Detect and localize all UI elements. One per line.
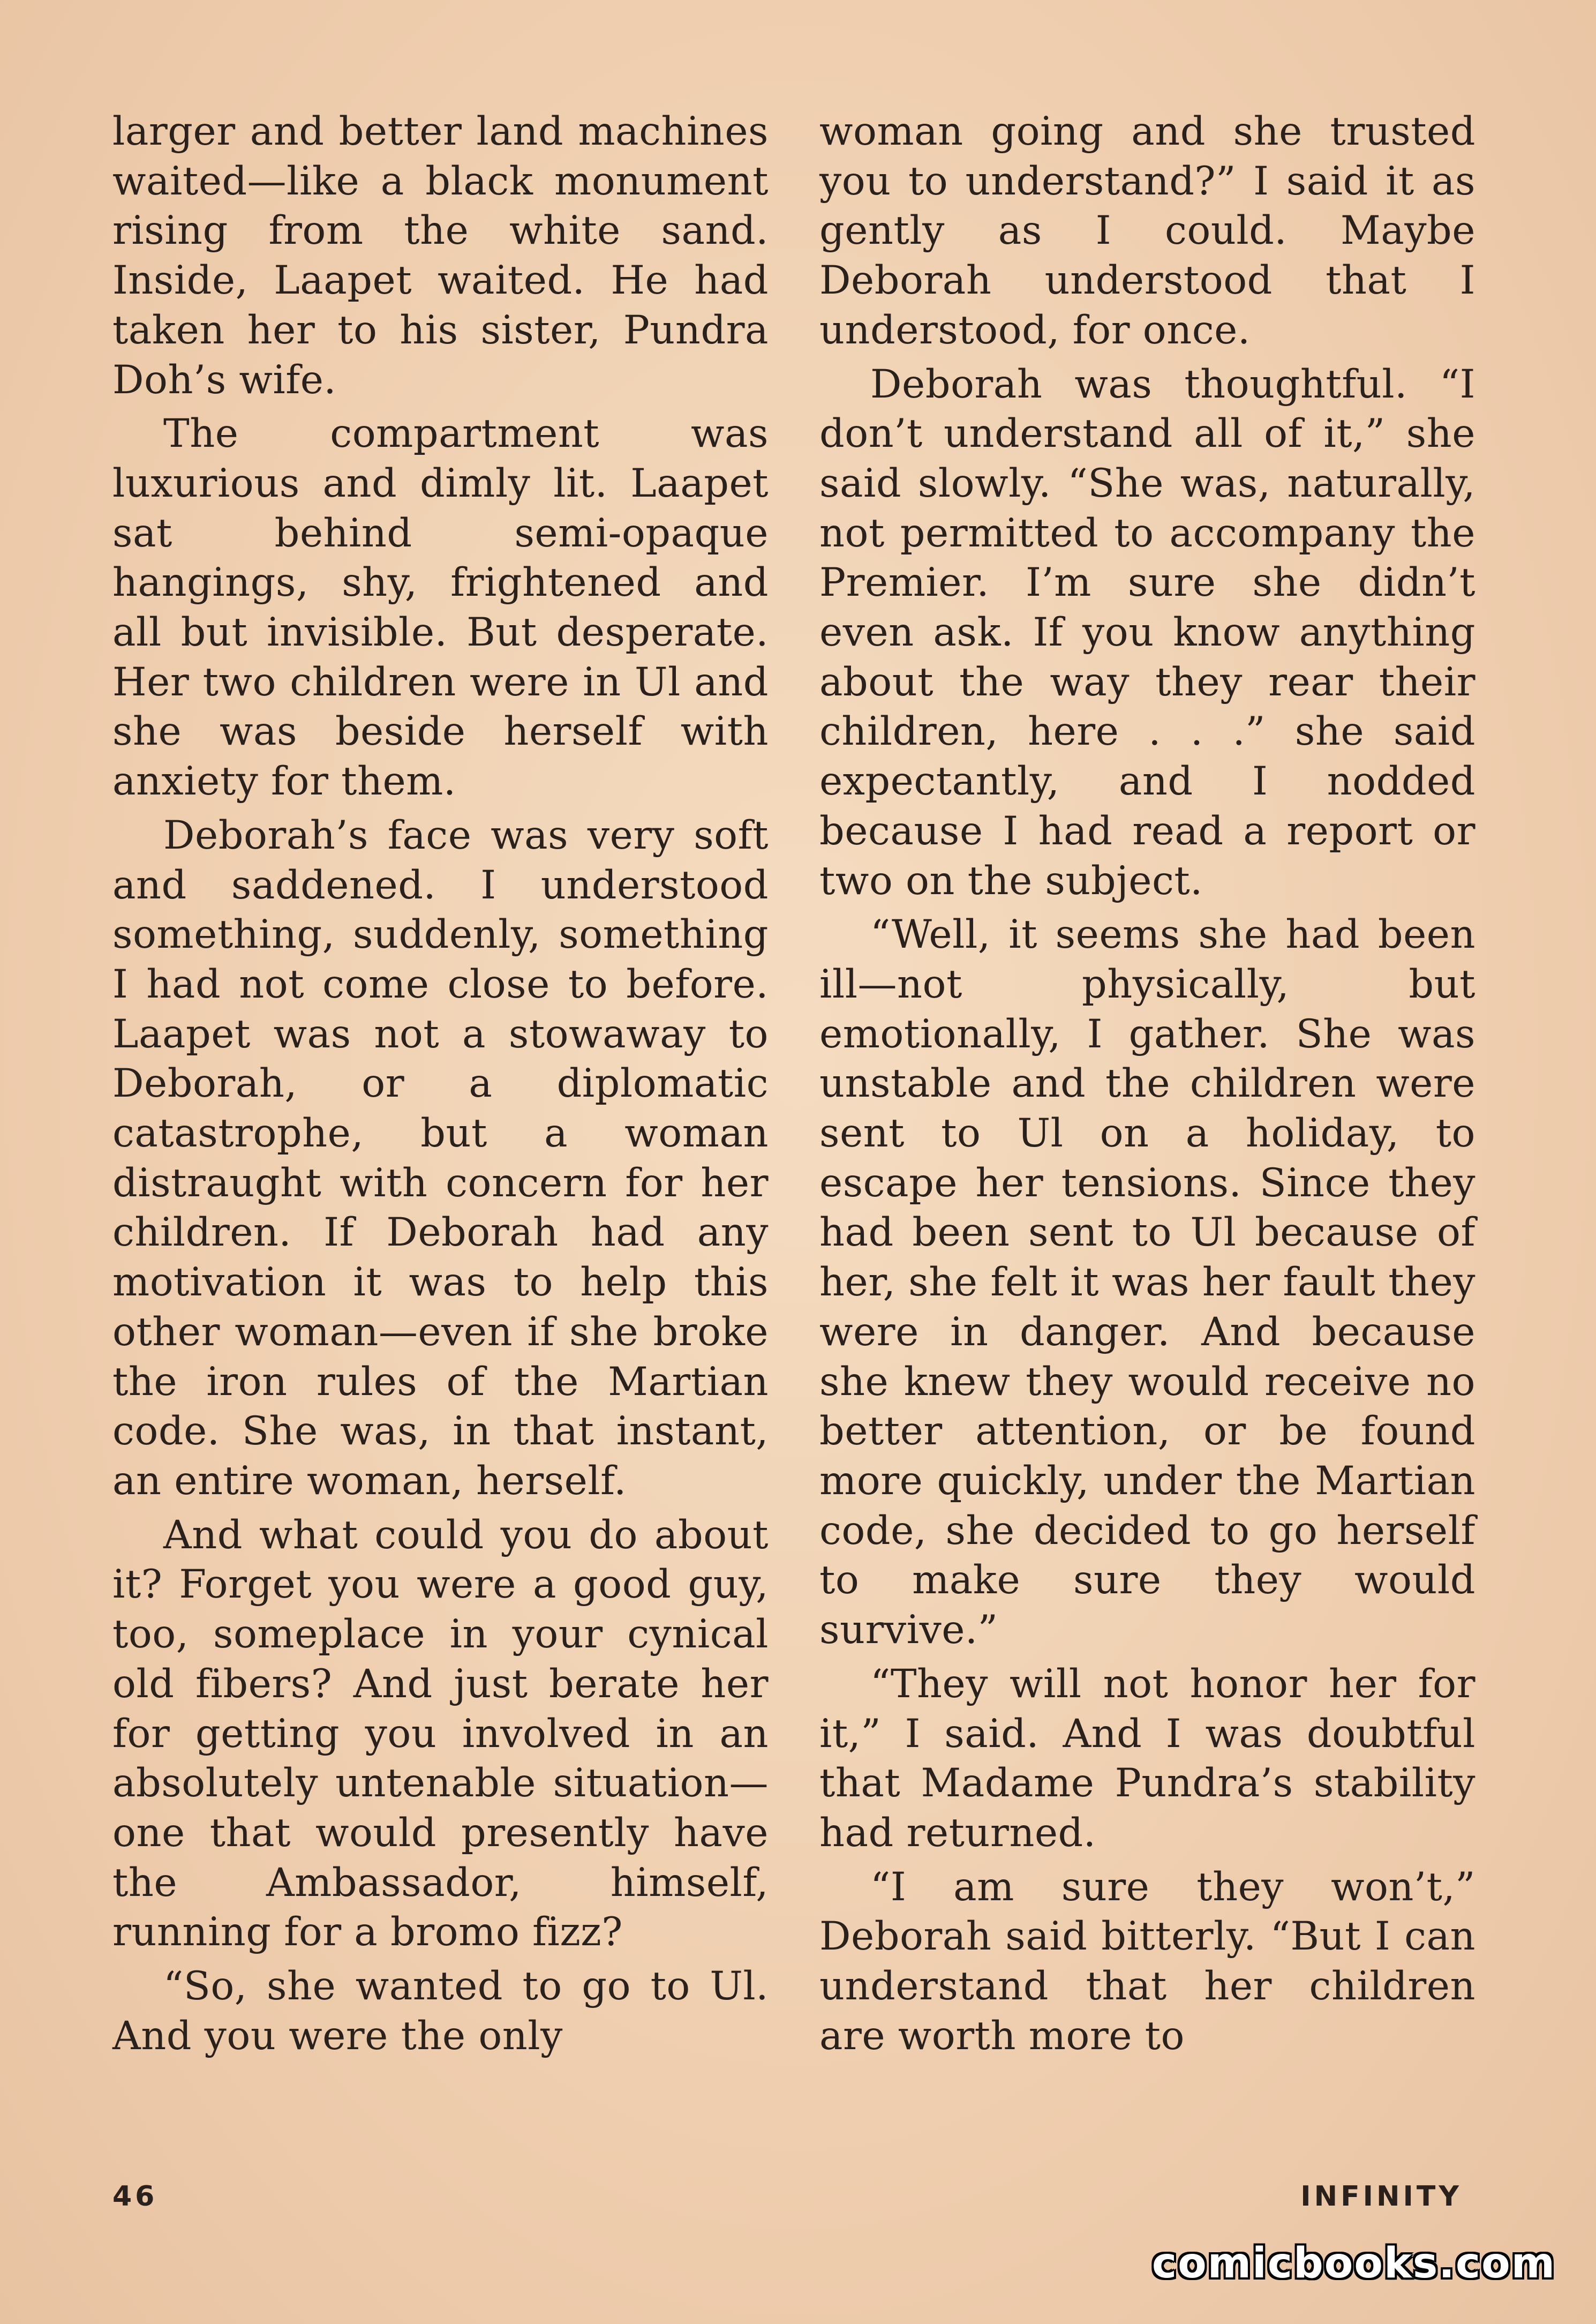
watermark: comicbooks.com — [1151, 2239, 1556, 2288]
right-column — [819, 107, 1475, 2065]
left-paragraph-3: Deborah’s face was very soft and saddened. I understood something, suddenly, something I had not come close to before. Laapet was not a stowaway to Deborah, or a diplomatic catastrophe, but a woman distraught with concern for her children. If Deborah had any motivation it was to help this other woman—even if she broke the iron rules of the Martian code. She was, in that instant, an entire woman, herself. — [112, 812, 769, 1504]
right-paragraph-2: Deborah was thoughtful. “I don’t understand all of it,” she said slowly. “She was, naturally, not permitted to accompany the Premier. I’m sure she didn’t even ask. If you know anything about the way they rear their children, here . . .” she said expectantly, and I nodded because I had read a report or two on the subject. — [819, 361, 1475, 904]
right-paragraph-4: “They will not honor her for it,” I said. And I was doubtful that Madame Pundra’s stability had returned. — [819, 1661, 1475, 1856]
page-footer — [112, 2180, 1462, 2223]
left-column — [112, 107, 769, 2065]
right-paragraph-3: “Well, it seems she had been ill—not physically, but emotionally, I gather. She was unstable and the children were sent to Ul on a holiday, to escape her tensions. Since they had been sent to Ul because of her, she felt it was her fault they were in danger. And because she knew they would receive no better attention, or be found more quickly, under the Martian code, she decided to go herself to make sure they would survive.” — [819, 912, 1475, 1653]
page-number: 46 — [112, 2180, 158, 2213]
left-paragraph-1: larger and better land machines waited—like a black monument rising from the white sand. Inside, Laapet waited. He had taken her to his sister, Pundra Doh’s wife. — [112, 109, 769, 403]
right-paragraph-5: “I am sure they won’t,” Deborah said bitterly. “But I can understand that her children are worth more to — [819, 1864, 1475, 2059]
magazine-name: INFINITY — [1300, 2180, 1462, 2213]
right-paragraph-1: woman going and she trusted you to understand?” I said it as gently as I could. Maybe Deborah understood that I understood, for once. — [819, 109, 1475, 353]
left-paragraph-2: The compartment was luxurious and dimly lit. Laapet sat behind semi-opaque hangings, shy, frightened and all but invisible. But desperate. Her two children were in Ul and she was beside herself with anxiety for them. — [112, 411, 769, 805]
left-paragraph-5: “So, she wanted to go to Ul. And you were the only — [112, 1963, 769, 2059]
left-paragraph-4: And what could you do about it? Forget you were a good guy, too, someplace in your cynical old fibers? And just berate her for getting you involved in an absolutely untenable situation—one that would presently have the Ambassador, himself, running for a bromo fizz? — [112, 1512, 769, 1955]
